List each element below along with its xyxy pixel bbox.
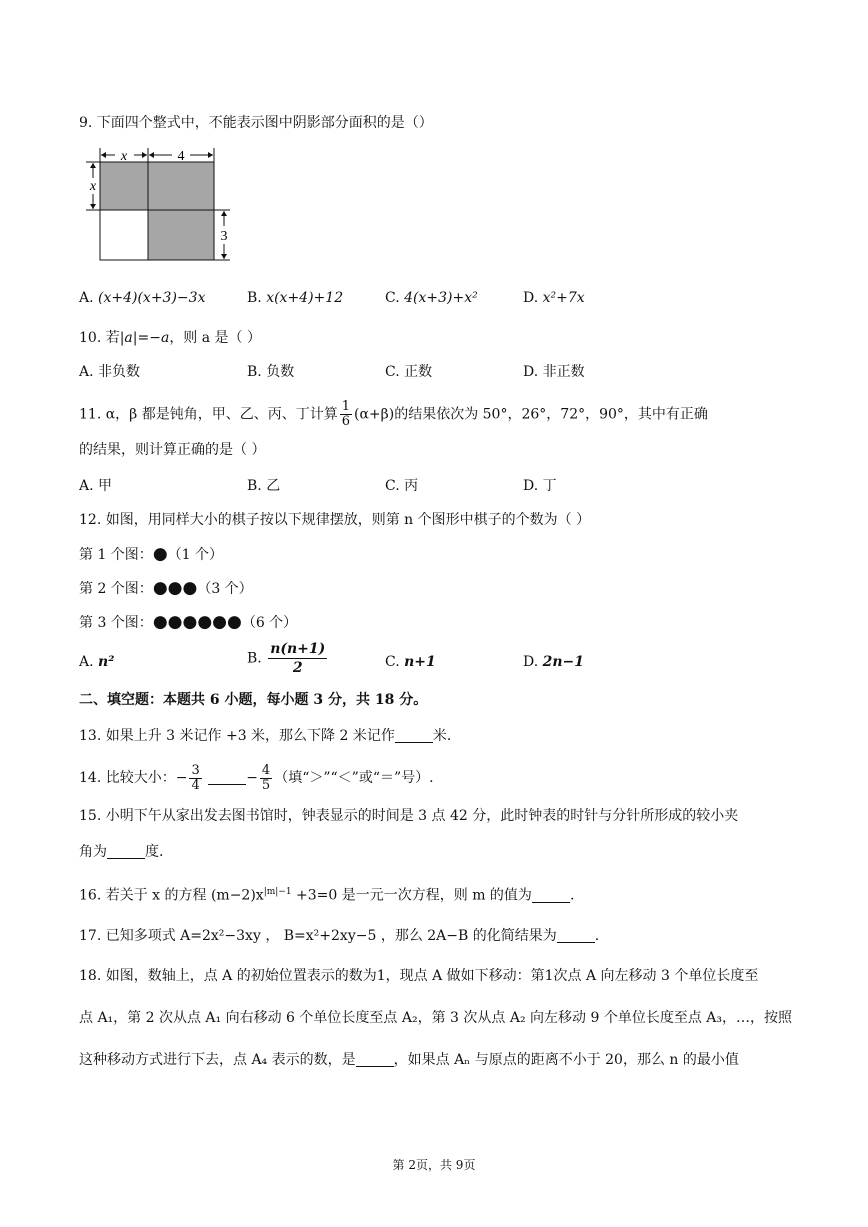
q12-option-a[interactable]: A. n² bbox=[79, 654, 115, 670]
fig-label-3: 3 bbox=[220, 229, 228, 244]
option-text: (x+4)(x+3)−3x bbox=[98, 290, 206, 306]
q15-line2: 角为 度. bbox=[79, 844, 164, 860]
chess-pieces: ●●●●●● bbox=[152, 612, 242, 632]
q12-figure-3: 第 3 个图：●●●●●●（6 个） bbox=[79, 612, 298, 632]
section-heading: 二、填空题：本题共 6 小题，每小题 3 分，共 18 分。 bbox=[79, 692, 428, 708]
q9-option-b[interactable] bbox=[247, 288, 343, 308]
q12-figure-1: 第 1 个图：●（1 个） bbox=[79, 544, 224, 564]
q18-line1: 18. 如图，数轴上，点 A 的初始位置表示的数为1，现点 A 做如下移动：第1次点 A 向左移动 3 个单位长度至 bbox=[79, 968, 759, 984]
q16: 16. 若关于 x 的方程 $(m-2)x^{|m|-1} +3=0$ 是一元一次方程，则 m 的值为 . bbox=[79, 887, 575, 904]
q11-option-b[interactable]: B. 乙 bbox=[247, 478, 281, 494]
q17: 17. 已知多项式 A=2x²−3xy ， B=x²+2xy−5 ，那么 2A−B 的化简结果为 . bbox=[79, 928, 600, 944]
q13: 13. 如果上升 3 米记作 +3 米，那么下降 2 米记作 米. bbox=[79, 728, 452, 744]
q11-option-c[interactable]: C. 丙 bbox=[385, 478, 419, 494]
option-text: x²+7x bbox=[542, 290, 585, 306]
answer-blank[interactable] bbox=[107, 844, 145, 859]
q18-line3: 这种移动方式进行下去，点 A₄ 表示的数，是 ，如果点 Aₙ 与原点的距离不小于 20，那么 n 的最小值 bbox=[79, 1052, 739, 1068]
q9-figure bbox=[82, 144, 242, 266]
page-footer: 第 2页，共 9页 bbox=[392, 1158, 476, 1172]
q10-option-a[interactable]: A. 非负数 bbox=[79, 364, 141, 380]
answer-blank[interactable] bbox=[532, 888, 570, 903]
q12-figure-2: 第 2 个图：●●●（3 个） bbox=[79, 578, 253, 598]
q11-stem-line2: 的结果，则计算正确的是（ ） bbox=[79, 442, 266, 458]
q10-option-c[interactable]: C. 正数 bbox=[385, 364, 433, 380]
q15-line1: 15. 小明下午从家出发去图书馆时，钟表显示的时间是 3 点 42 分，此时钟表的时针与分针所形成的较小夹 bbox=[79, 808, 739, 824]
q11-stem: 11. α，β 都是钝角，甲、乙、丙、丁计算 $\frac{1}{6}$ (α+β)的结果依次为 50°，26°，72°，90°，其中有正确 bbox=[79, 399, 708, 429]
q12-option-c[interactable]: C. n+1 bbox=[385, 654, 436, 670]
q10-stem: 10. 若|a|=−a，则 a 是（ ） bbox=[79, 330, 262, 346]
option-text: x(x+4)+12 bbox=[266, 290, 344, 306]
fig-label-4: 4 bbox=[177, 149, 185, 164]
q11-option-d[interactable]: D. 丁 bbox=[523, 478, 557, 494]
answer-blank[interactable] bbox=[356, 1052, 394, 1067]
answer-blank[interactable] bbox=[208, 770, 246, 785]
fig-label-x-side: x bbox=[89, 179, 97, 194]
answer-blank[interactable] bbox=[557, 928, 595, 943]
chess-pieces: ● bbox=[152, 544, 168, 564]
option-letter: D. bbox=[523, 290, 539, 306]
fraction-one-sixth: $\frac{1}{6}$ bbox=[341, 399, 350, 429]
q12-option-d[interactable]: D. 2n−1 bbox=[523, 654, 585, 670]
q14: 14. 比较大小：− $\frac{3}{4}$ − $\frac{4}{5}$ （填“＞”“＜”或“＝”号）. bbox=[79, 762, 434, 793]
option-letter: C. bbox=[385, 290, 400, 306]
q9-option-c[interactable] bbox=[385, 288, 478, 308]
q9-option-a[interactable] bbox=[79, 288, 205, 308]
option-letter: A. bbox=[79, 290, 94, 306]
fig-label-x-top: x bbox=[120, 149, 128, 164]
q9-stem: 9. 下面四个整式中，不能表示图中阴影部分面积的是（） bbox=[79, 115, 433, 131]
q11-option-a[interactable]: A. 甲 bbox=[79, 478, 113, 494]
chess-pieces: ●●● bbox=[152, 578, 198, 598]
option-text: 4(x+3)+x² bbox=[404, 290, 478, 306]
q9-option-d[interactable] bbox=[523, 288, 585, 308]
q18-line2: 点 A₁，第 2 次从点 A₁ 向右移动 6 个单位长度至点 A₂，第 3 次从点 A₂ 向左移动 9 个单位长度至点 A₃，…，按照 bbox=[79, 1010, 792, 1026]
option-letter: B. bbox=[247, 290, 262, 306]
answer-blank[interactable] bbox=[395, 728, 433, 743]
q10-option-d[interactable]: D. 非正数 bbox=[523, 364, 585, 380]
q12-option-b[interactable]: B. $\frac{n(n+1)}{2}$ bbox=[247, 641, 326, 676]
q12-stem: 12. 如图，用同样大小的棋子按以下规律摆放，则第 n 个图形中棋子的个数为（ ） bbox=[79, 512, 591, 528]
q10-option-b[interactable]: B. 负数 bbox=[247, 364, 295, 380]
